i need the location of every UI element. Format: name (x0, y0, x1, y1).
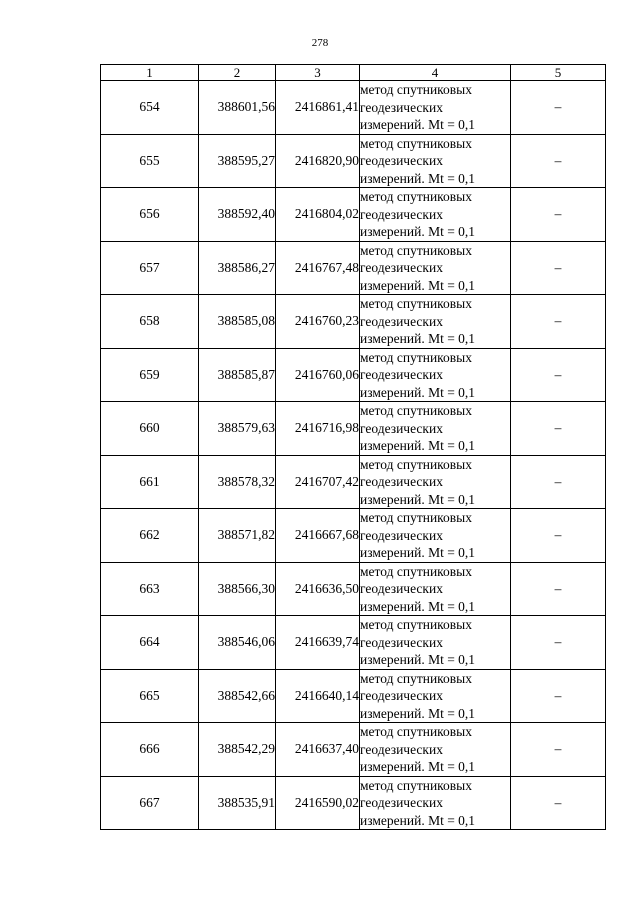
y-coordinate-cell: 2416637,40 (276, 723, 360, 777)
method-line: геодезических (360, 206, 443, 222)
method-line: метод спутниковых (360, 349, 472, 365)
point-number-cell: 660 (101, 402, 199, 456)
table-row (101, 134, 606, 188)
method-cell (360, 188, 511, 242)
point-number-cell: 662 (101, 509, 199, 563)
y-coordinate-cell: 2416667,68 (276, 509, 360, 563)
table-row (101, 81, 606, 135)
table-row (101, 295, 606, 349)
y-coordinate-cell: 2416820,90 (276, 134, 360, 188)
note-cell: – (511, 402, 606, 456)
table-row (101, 509, 606, 563)
x-coordinate-cell: 388601,56 (199, 81, 276, 135)
y-coordinate-cell: 2416639,74 (276, 616, 360, 670)
header-col-2: 2 (199, 65, 276, 81)
method-line: геодезических (360, 634, 443, 650)
method-line: геодезических (360, 153, 443, 168)
method-cell (360, 134, 511, 188)
method-line: геодезических (360, 260, 443, 275)
method-line: метод спутниковых (360, 617, 472, 632)
table-row (101, 723, 606, 777)
method-line: геодезических (360, 688, 443, 703)
method-line: геодезических (360, 581, 443, 596)
note-cell: – (511, 348, 606, 402)
x-coordinate-cell: 388578,32 (199, 455, 276, 509)
point-number-cell: 656 (101, 188, 199, 242)
note-cell: – (511, 562, 606, 616)
table-header (101, 65, 606, 81)
method-line: измерений. Mt = 0,1 (360, 812, 476, 828)
header-col-4: 4 (360, 65, 511, 81)
note-cell: – (511, 776, 606, 830)
table-row (101, 402, 606, 456)
method-line: геодезических (360, 313, 443, 329)
point-number-cell: 667 (101, 776, 199, 830)
point-number-cell: 665 (101, 669, 199, 723)
method-line: геодезических (360, 474, 443, 489)
note-cell: – (511, 509, 606, 563)
table-row (101, 348, 606, 402)
point-number-cell: 666 (101, 723, 199, 777)
note-cell: – (511, 723, 606, 777)
y-coordinate-cell: 2416861,41 (276, 81, 360, 135)
method-cell (360, 402, 511, 456)
method-cell (360, 295, 511, 349)
x-coordinate-cell: 388542,66 (199, 669, 276, 723)
method-line: геодезических (360, 420, 443, 436)
note-cell: – (511, 295, 606, 349)
method-cell (360, 562, 511, 616)
table-body (101, 81, 606, 830)
note-cell: – (511, 669, 606, 723)
y-coordinate-cell: 2416707,42 (276, 455, 360, 509)
method-line: метод спутниковых (360, 403, 472, 418)
header-col-1: 1 (101, 65, 199, 81)
method-line: метод спутниковых (360, 135, 472, 151)
note-cell: – (511, 188, 606, 242)
x-coordinate-cell: 388586,27 (199, 241, 276, 295)
point-number-cell: 661 (101, 455, 199, 509)
point-number-cell: 663 (101, 562, 199, 616)
method-line: метод спутниковых (360, 563, 472, 579)
method-line: измерений. Mt = 0,1 (360, 491, 476, 507)
point-number-cell: 657 (101, 241, 199, 295)
note-cell: – (511, 616, 606, 670)
method-line: метод спутниковых (360, 777, 472, 793)
x-coordinate-cell: 388585,87 (199, 348, 276, 402)
x-coordinate-cell: 388566,30 (199, 562, 276, 616)
method-line: геодезических (360, 527, 443, 543)
method-line: измерений. Mt = 0,1 (360, 438, 476, 453)
method-cell (360, 348, 511, 402)
method-line: измерений. Mt = 0,1 (360, 705, 476, 721)
y-coordinate-cell: 2416760,06 (276, 348, 360, 402)
header-row (101, 65, 606, 81)
x-coordinate-cell: 388592,40 (199, 188, 276, 242)
method-line: метод спутниковых (360, 510, 472, 525)
x-coordinate-cell: 388546,06 (199, 616, 276, 670)
x-coordinate-cell: 388579,63 (199, 402, 276, 456)
point-number-cell: 655 (101, 134, 199, 188)
method-line: геодезических (360, 367, 443, 382)
method-line: метод спутниковых (360, 242, 472, 258)
method-line: геодезических (360, 741, 443, 757)
y-coordinate-cell: 2416640,14 (276, 669, 360, 723)
y-coordinate-cell: 2416760,23 (276, 295, 360, 349)
method-line: метод спутниковых (360, 296, 472, 311)
coordinates-table (100, 64, 606, 830)
note-cell: – (511, 81, 606, 135)
method-line: измерений. Mt = 0,1 (360, 277, 476, 293)
header-col-5: 5 (511, 65, 606, 81)
table-row (101, 562, 606, 616)
method-line: измерений. Mt = 0,1 (360, 545, 476, 560)
method-line: измерений. Mt = 0,1 (360, 170, 476, 186)
table-row (101, 776, 606, 830)
method-line: метод спутниковых (360, 82, 472, 97)
note-cell: – (511, 455, 606, 509)
method-cell (360, 81, 511, 135)
method-line: метод спутниковых (360, 724, 472, 739)
x-coordinate-cell: 388585,08 (199, 295, 276, 349)
method-cell (360, 455, 511, 509)
y-coordinate-cell: 2416636,50 (276, 562, 360, 616)
method-line: метод спутниковых (360, 670, 472, 686)
y-coordinate-cell: 2416804,02 (276, 188, 360, 242)
note-cell: – (511, 241, 606, 295)
method-cell (360, 616, 511, 670)
method-line: метод спутниковых (360, 456, 472, 472)
table-row (101, 188, 606, 242)
y-coordinate-cell: 2416716,98 (276, 402, 360, 456)
method-line: геодезических (360, 795, 443, 810)
y-coordinate-cell: 2416767,48 (276, 241, 360, 295)
y-coordinate-cell: 2416590,02 (276, 776, 360, 830)
point-number-cell: 658 (101, 295, 199, 349)
table-row (101, 455, 606, 509)
x-coordinate-cell: 388571,82 (199, 509, 276, 563)
method-line: измерений. Mt = 0,1 (360, 759, 476, 774)
method-line: геодезических (360, 99, 443, 115)
method-line: измерений. Mt = 0,1 (360, 384, 476, 400)
method-cell (360, 509, 511, 563)
method-line: измерений. Mt = 0,1 (360, 598, 476, 614)
method-cell (360, 241, 511, 295)
method-cell (360, 723, 511, 777)
method-line: измерений. Mt = 0,1 (360, 224, 476, 239)
point-number-cell: 664 (101, 616, 199, 670)
header-col-3: 3 (276, 65, 360, 81)
method-line: измерений. Mt = 0,1 (360, 652, 476, 667)
method-line: измерений. Mt = 0,1 (360, 117, 476, 132)
x-coordinate-cell: 388595,27 (199, 134, 276, 188)
table-row (101, 669, 606, 723)
point-number-cell: 659 (101, 348, 199, 402)
method-cell (360, 776, 511, 830)
table-row (101, 616, 606, 670)
x-coordinate-cell: 388542,29 (199, 723, 276, 777)
method-line: метод спутниковых (360, 189, 472, 204)
x-coordinate-cell: 388535,91 (199, 776, 276, 830)
table-row (101, 241, 606, 295)
point-number-cell: 654 (101, 81, 199, 135)
page-number: 278 (311, 37, 329, 49)
note-cell: – (511, 134, 606, 188)
method-cell (360, 669, 511, 723)
method-line: измерений. Mt = 0,1 (360, 331, 476, 346)
